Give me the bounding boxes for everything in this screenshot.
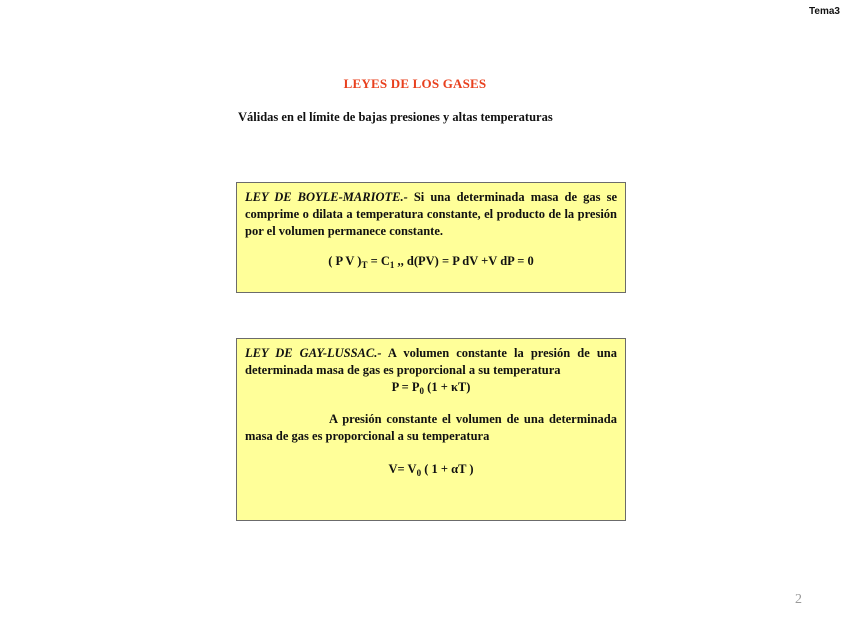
gay-lussac-law-text: A volumen constante la presión de una determinada masa de gas es proporcional a su temperatura: [245, 346, 617, 377]
boyle-mariotte-box: [236, 182, 626, 293]
pressure-formula-start: P = P: [391, 380, 420, 394]
boyle-law-name: LEY DE BOYLE-MARIOTE.-: [245, 190, 408, 204]
boyle-formula-sub-t: T: [361, 260, 368, 270]
gay-lussac-description: [245, 345, 617, 379]
pressure-formula-sub-0: 0: [419, 386, 425, 396]
gay-lussac-law-name: LEY DE GAY-LUSSAC.-: [245, 346, 382, 360]
gay-lussac-volume-text: A presión constante el volumen de una determinada masa de gas es proporcional a su temperatura: [245, 412, 617, 443]
page-subtitle: Válidas en el límite de bajas presiones y altas temperaturas: [238, 110, 553, 124]
boyle-law-text: Si una determinada masa de gas se comprime o dilata a temperatura constante, el producto de la presión por el volumen permanece constante.: [245, 190, 617, 238]
volume-formula-sub-0: 0: [416, 468, 422, 478]
boyle-formula-open: ( P V ): [328, 254, 362, 268]
boyle-description: [245, 189, 617, 240]
page-number: 2: [795, 592, 802, 607]
boyle-formula-rest: ,, d(PV) = P dV +V dP = 0: [394, 254, 534, 268]
header-tag: Tema3: [809, 6, 840, 17]
gay-lussac-formula-volume: [245, 461, 617, 478]
page-title: LEYES DE LOS GASES: [343, 76, 487, 91]
volume-formula-start: V= V: [388, 462, 417, 476]
volume-formula-rest: ( 1 + αT ): [421, 462, 474, 476]
boyle-formula-eq: = C: [367, 254, 390, 268]
boyle-formula: [245, 253, 617, 270]
boyle-formula-sub-1: 1: [389, 260, 395, 270]
gay-lussac-box: [236, 338, 626, 521]
gay-lussac-formula-pressure: [245, 379, 617, 396]
pressure-formula-rest: (1 + κT): [424, 380, 471, 394]
